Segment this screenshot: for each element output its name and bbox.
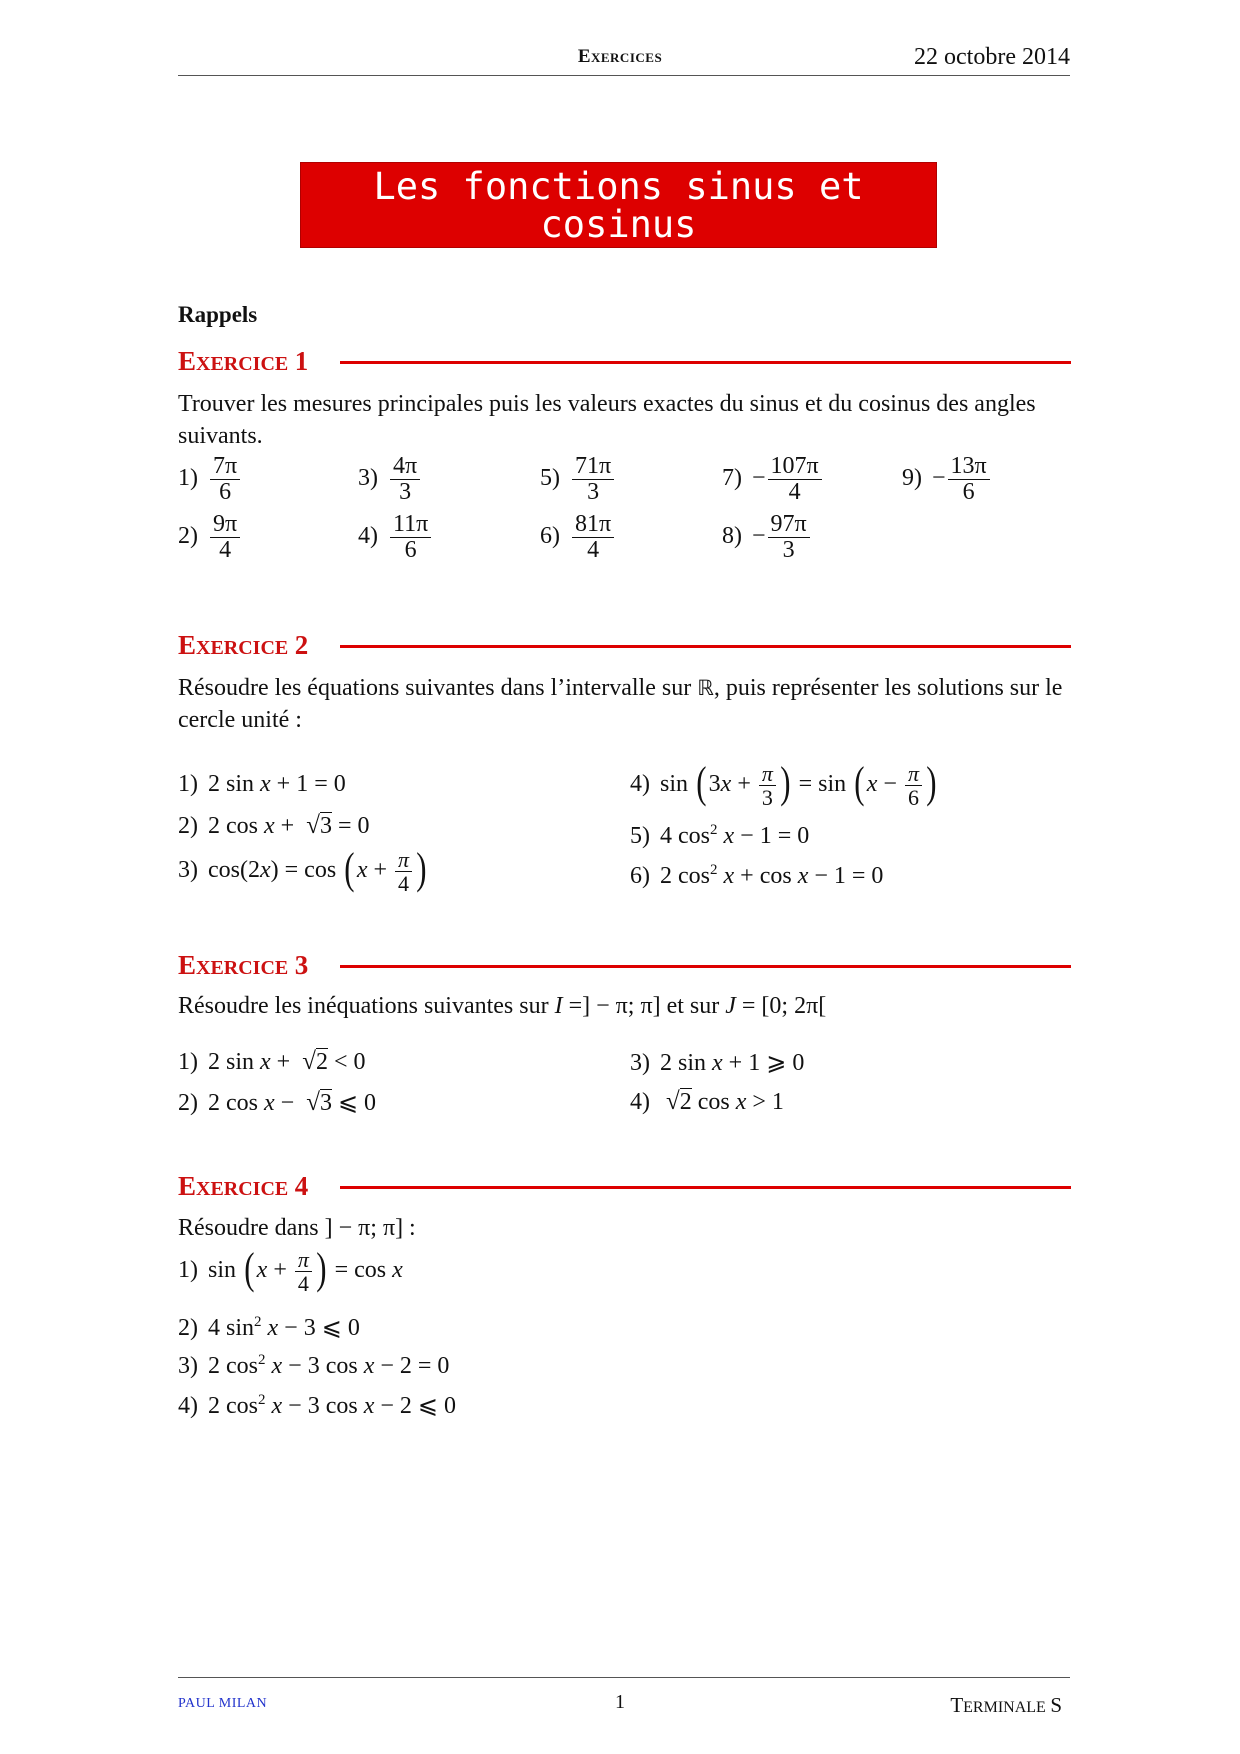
inequation-4: 4) √2 cos x > 1 — [630, 1088, 784, 1115]
item-label: 2) — [178, 813, 198, 839]
inequation-1: 1) 2 sin x + √2 < 0 — [178, 1048, 366, 1075]
fraction-numerator: 97π — [768, 512, 810, 538]
item-label: 5) — [630, 823, 650, 849]
angle-item — [178, 512, 242, 563]
item-label: 1) — [178, 771, 198, 797]
angle-fraction — [210, 512, 240, 563]
angle-sign: − — [932, 465, 946, 492]
heading-initial: E — [178, 346, 197, 376]
angle-item — [178, 454, 242, 505]
fraction-denominator: 4 — [788, 479, 801, 506]
heading-number: 4 — [294, 1171, 309, 1201]
item-label: 1) — [178, 465, 198, 492]
exercise-1-rule — [340, 361, 1071, 364]
fraction-numerator: 11π — [390, 512, 431, 538]
problem-4-2: 2) 4 $\sin^2 x - 3$ ⩽ 0 — [178, 1314, 360, 1341]
exercise-2-heading — [178, 630, 308, 661]
exercise-1-statement: Trouver les mesures principales puis les valeurs exactes du sinus et du cosinus des angles suivants. — [178, 391, 1036, 449]
exercise-2-statement — [178, 672, 1073, 736]
angle-fraction — [210, 454, 240, 505]
heading-rest: XERCICE — [196, 1178, 289, 1200]
heading-rest: XERCICE — [196, 353, 289, 375]
footer-class — [950, 1693, 1062, 1718]
header-date: 22 octobre 2014 — [914, 44, 1070, 70]
class-letter: S — [1050, 1693, 1062, 1717]
running-header-title: Exercices — [577, 46, 663, 67]
item-label: 4) — [178, 1393, 198, 1419]
header-rule — [178, 75, 1070, 76]
heading-number: 2 — [294, 630, 309, 660]
statement-part: Résoudre les inéquations suivantes sur — [178, 993, 555, 1019]
page-number: 1 — [615, 1691, 625, 1713]
fraction-numerator: 71π — [572, 454, 614, 480]
statement-part: , puis représenter les solutions sur le cercle unité : — [178, 675, 1063, 733]
angle-item — [540, 512, 616, 563]
title-line-1: Les fonctions sinus et — [373, 165, 864, 208]
problem-4-3: 3) 2 $\cos^2 x - 3$ cos x − 2 = 0 — [178, 1352, 450, 1379]
angle-fraction — [768, 512, 810, 563]
heading-initial: E — [178, 1171, 197, 1201]
item-label: 9) — [902, 465, 922, 492]
exercise-4-heading — [178, 1171, 308, 1202]
item-label: 4) — [630, 1089, 650, 1115]
equation-5: 5) 4 $\cos^2 x - 1 = 0$ — [630, 822, 810, 849]
angle-sign: − — [752, 523, 766, 550]
equation-2: 2) 2 cos x + √3 = 0 — [178, 812, 370, 839]
fraction-numerator: 107π — [768, 454, 822, 480]
problem-4-4: 4) 2 $\cos^2 x - 3$ cos x − 2 ⩽ 0 — [178, 1392, 456, 1419]
exercise-4-statement: Résoudre dans ] − π; π] : — [178, 1215, 416, 1241]
problem-4-1: 1) sin (x + $\frac{\pi}{4}$ ) = cos x — [178, 1243, 403, 1297]
fraction-denominator: 3 — [782, 537, 795, 564]
fraction-numerator: 7π — [210, 454, 240, 480]
item-label: 4) — [630, 771, 650, 798]
reals-symbol: ℝ — [697, 676, 714, 700]
fraction-denominator: 4 — [587, 537, 600, 564]
item-label: 7) — [722, 465, 742, 492]
exercise-3-statement — [178, 990, 1073, 1022]
interval-name: I — [554, 993, 563, 1019]
interval-value: =] − π; π] — [562, 993, 661, 1019]
fraction-denominator: 6 — [962, 479, 975, 506]
fraction-numerator: 4π — [390, 454, 420, 480]
inequation-2: 2) 2 cos x − √3 ⩽ 0 — [178, 1089, 377, 1116]
item-label: 3) — [358, 465, 378, 492]
heading-initial: E — [178, 950, 197, 980]
fraction-denominator: 6 — [219, 479, 232, 506]
fraction-denominator: 3 — [399, 479, 412, 506]
equation-3: 3) cos(2x) = cos (x + $\frac{\pi}{4}$ ) — [178, 843, 427, 897]
item-label: 3) — [630, 1050, 650, 1076]
exercise-3-heading — [178, 950, 308, 981]
item-label: 4) — [358, 523, 378, 550]
section-heading: Rappels — [178, 302, 258, 327]
item-label: 1) — [178, 1257, 198, 1284]
item-label: 5) — [540, 465, 560, 492]
item-label: 6) — [540, 523, 560, 550]
equation-4: 4) sin (3x + $\frac{\pi}{3}$ ) = sin (x − $\frac{\pi}{6}$ ) — [630, 757, 937, 811]
fraction-denominator: 3 — [587, 479, 600, 506]
fraction-numerator: 13π — [948, 454, 990, 480]
heading-initial: E — [178, 630, 197, 660]
inequation-3: 3) 2 sin x + 1 ⩾ 0 — [630, 1050, 805, 1076]
interval-name: J — [725, 993, 736, 1019]
class-initial: T — [950, 1693, 964, 1717]
exercise-3-rule — [340, 965, 1071, 968]
heading-rest: XERCICE — [196, 637, 289, 659]
title-line-2: cosinus — [540, 203, 697, 246]
item-label: 1) — [178, 1049, 198, 1075]
angle-fraction — [390, 454, 420, 505]
angle-fraction — [572, 454, 614, 505]
heading-number: 3 — [294, 950, 309, 980]
angle-fraction — [572, 512, 614, 563]
item-label: 2) — [178, 1090, 198, 1116]
angle-fraction — [948, 454, 990, 505]
angle-item — [358, 454, 422, 505]
item-label: 3) — [178, 857, 198, 884]
statement-part: et sur — [660, 993, 726, 1019]
fraction-numerator: 9π — [210, 512, 240, 538]
item-label: 6) — [630, 863, 650, 889]
angle-fraction — [390, 512, 431, 563]
heading-rest: XERCICE — [196, 957, 289, 979]
interval-value: = [0; 2π[ — [735, 993, 827, 1019]
footer-author: PAUL MILAN — [178, 1696, 268, 1711]
exercise-2-rule — [340, 645, 1071, 648]
angle-item — [722, 512, 812, 563]
heading-number: 1 — [294, 346, 309, 376]
item-label: 2) — [178, 523, 198, 550]
class-rest: ERMINALE — [963, 1699, 1046, 1716]
fraction-numerator: 81π — [572, 512, 614, 538]
angle-item — [902, 454, 992, 505]
equation-1: 1) 2 sin x + 1 = 0 — [178, 771, 346, 797]
angle-item — [540, 454, 616, 505]
fraction-denominator: 6 — [404, 537, 417, 564]
footer-rule — [178, 1677, 1070, 1678]
equation-6: 6) 2 $\cos^2 x + \cos x - 1 = 0$ — [630, 862, 884, 889]
fraction-denominator: 4 — [219, 537, 232, 564]
item-label: 8) — [722, 523, 742, 550]
exercise-4-rule — [340, 1186, 1071, 1189]
exercise-1-heading — [178, 346, 308, 377]
angle-sign: − — [752, 465, 766, 492]
angle-item — [722, 454, 824, 505]
statement-part: Résoudre les équations suivantes dans l’intervalle sur — [178, 675, 698, 701]
title-banner — [300, 162, 937, 248]
angle-fraction — [768, 454, 822, 505]
item-label: 3) — [178, 1353, 198, 1379]
angle-item — [358, 512, 433, 563]
item-label: 2) — [178, 1315, 198, 1341]
